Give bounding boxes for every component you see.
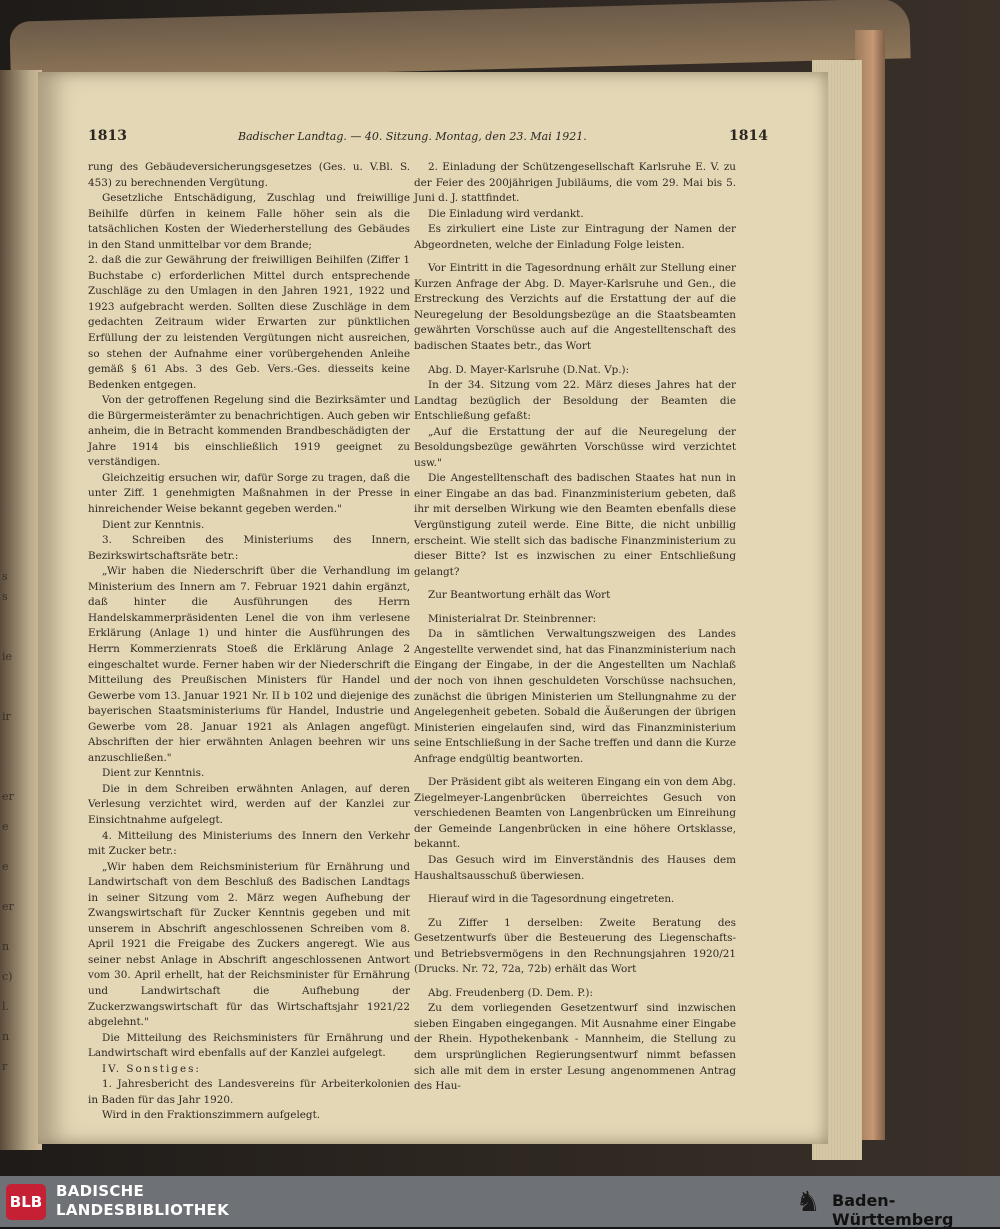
margin-fragment: s bbox=[2, 570, 8, 583]
paragraph: Der Präsident gibt als weiteren Eingang ein von dem Abg. Ziegelmeyer-Langenbrücken überreichtes Gesuch von verschiedenen Beamten von Langenbrücken um Einreihung der Gemeinde Langenbrücken in eine höhere Ortsklasse, bekannt. bbox=[414, 776, 736, 851]
paragraph: Zu dem vorliegenden Gesetzentwurf sind inzwischen sieben Eingaben eingegangen. Mit Ausnahme einer Eingabe der Rhein. Hypothekenbank - Mannheim, die Stellung zu dem ursprünglichen Regierungsentwurf nimmt befassen sich alle mit dem in erster Lesung angenommenen Antrag des Hau- bbox=[414, 1002, 736, 1093]
margin-fragment: ir bbox=[2, 710, 11, 723]
page-number-right: 1814 bbox=[729, 128, 768, 144]
speaker-line: Abg. Freudenberg (D. Dem. P.): bbox=[428, 986, 593, 999]
blb-logo[interactable]: BLB bbox=[6, 1184, 46, 1220]
margin-fragment: er bbox=[2, 790, 14, 803]
speaker-line: Abg. D. Mayer-Karlsruhe (D.Nat. Vp.): bbox=[428, 363, 630, 376]
paragraph: 3. Schreiben des Ministeriums des Innern, Bezirkswirtschaftsräte betr.: bbox=[88, 534, 410, 562]
margin-fragment: s bbox=[2, 590, 8, 603]
paragraph: Da in sämtlichen Verwaltungszweigen des Landes Angestellte verwendet sind, hat das Finanzministerium nach Eingang der Eingabe, in der die Angestellten um Nachlaß der noch von ihnen geschuldeten Vorschüsse nachsuchen, zunächst die übrigen Ministerien um Stellungnahme zu der Angelegenheit gebeten. Sobald die Äußerungen der übrigen Ministerien eingelaufen sind, wird das Finanzministerium seine Entschließung in der Sache treffen und dann die Kurze Anfrage endgültig beantworten. bbox=[414, 628, 736, 765]
state-label[interactable]: Baden-Württemberg bbox=[832, 1191, 954, 1229]
paragraph: Vor Eintritt in die Tagesordnung erhält zur Stellung einer Kurzen Anfrage der Abg. D. Mayer-Karlsruhe und Gen., die Erstreckung des Verzichts auf die Erstattung der auf die Neuregelung der Besoldungsbezüge an die Staatsbeamten gewährten Vorschüsse auch auf die Angestelltenschaft des badischen Staates betr., das Wort bbox=[414, 262, 736, 353]
page-number-left: 1813 bbox=[88, 128, 127, 144]
speaker-line: Ministerialrat Dr. Steinbrenner: bbox=[428, 612, 597, 625]
paragraph: „Wir haben die Niederschrift über die Verhandlung im Ministerium des Innern am 7. Februar 1921 dahin ergänzt, daß hinter die Ausführungen des Herrn Handelskammerpräsidenten Lenel die von ihm verlesene Erklärung (Anlage 1) und hinter die Ausführungen des Herrn Kommerzienrats Stoeß die Erklärung Anlage 2 eingeschaltet wurde. Ferner haben wir der Niederschrift die Mitteilung des Preußischen Ministers für Handel und Gewerbe vom 13. Januar 1921 Nr. II b 102 und diejenige des bayerischen Staatsministeriums für Handel, Industrie und Gewerbe vom 28. Januar 1921 als Anlagen angefügt. Abschriften der hier erwähnten Anlagen beehren wir uns anzuschließen." bbox=[88, 565, 410, 764]
margin-fragment: c) bbox=[2, 970, 13, 983]
margin-fragment: l. bbox=[2, 1000, 10, 1013]
margin-fragment: e bbox=[2, 820, 9, 833]
footer-bar bbox=[0, 1176, 1000, 1227]
paragraph: Gleichzeitig ersuchen wir, dafür Sorge zu tragen, daß die unter Ziff. 1 genehmigten Maßnahmen in der Presse in hinreichender Weise bekannt gegeben werden." bbox=[88, 471, 410, 516]
left-column bbox=[88, 160, 410, 1124]
paragraph: rung des Gebäudeversicherungsgesetzes (Ges. u. V.Bl. S. 453) zu berechnenden Vergütung. bbox=[88, 161, 410, 189]
paragraph: Dient zur Kenntnis. bbox=[102, 518, 205, 531]
paragraph: Die in dem Schreiben erwähnten Anlagen, auf deren Verlesung verzichtet wird, werden auf der Kanzlei zur Einsichtnahme aufgelegt. bbox=[88, 782, 410, 826]
paragraph: Von der getroffenen Regelung sind die Bezirksämter und die Bürgermeisterämter zu benachrichtigen. Auch geben wir anheim, die in Betracht kommenden Brandbeschädigten der Jahre 1914 bis einschließlich 1919 geeignet zu verständigen. bbox=[88, 394, 410, 469]
paragraph: Das Gesuch wird im Einverständnis des Hauses dem Haushaltsausschuß überwiesen. bbox=[414, 853, 736, 882]
margin-fragment: e bbox=[2, 860, 9, 873]
margin-fragment: n bbox=[2, 1030, 10, 1043]
running-head: Badischer Landtag. — 40. Sitzung. Montag, den 23. Mai 1921. bbox=[238, 130, 587, 143]
paragraph: Hierauf wird in die Tagesordnung eingetreten. bbox=[428, 893, 675, 906]
page-header bbox=[78, 128, 778, 148]
library-name-line1: BADISCHE bbox=[56, 1182, 145, 1200]
paragraph: Zur Beantwortung erhält das Wort bbox=[428, 589, 611, 602]
margin-fragment: r bbox=[2, 1060, 8, 1073]
paragraph: 2. daß die zur Gewährung der freiwilligen Beihilfen (Ziffer 1 Buchstabe c) erforderlichen Mittel durch entsprechende Zuschläge zu den Umlagen in den Jahren 1921, 1922 und 1923 aufgebracht werden. Sollten diese Zuschläge in dem gedachten Zeitraum wider Erwarten zur pünktlichen Erfüllung der zu leistenden Vergütungen nicht ausreichen, so stehen der Aufnahme einer vorübergehenden Anleihe gemäß § 61 Abs. 3 des Geb. Vers.-Ges. diesseits keine Bedenken entgegen. bbox=[88, 254, 410, 391]
paragraph: Gesetzliche Entschädigung, Zuschlag und freiwillige Beihilfe dürfen in keinem Falle höher sein als die tatsächlichen Kosten der Wiederherstellung des Gebäudes in den Stand unmittelbar vor dem Brande; bbox=[88, 192, 410, 251]
margin-fragment: n bbox=[2, 940, 10, 953]
section-heading: IV. Sonstiges: bbox=[102, 1062, 201, 1075]
right-column bbox=[414, 160, 736, 1095]
margin-fragment: er bbox=[2, 900, 14, 913]
book-top-edge bbox=[9, 0, 910, 82]
paragraph: In der 34. Sitzung vom 22. März dieses Jahres hat der Landtag bezüglich der Besoldung der Beamten die Entschließung gefaßt: bbox=[414, 379, 736, 423]
library-name[interactable] bbox=[56, 1182, 229, 1220]
paragraph: Dient zur Kenntnis. bbox=[102, 767, 205, 780]
paragraph: 1. Jahresbericht des Landesvereins für Arbeiterkolonien in Baden für das Jahr 1920. bbox=[88, 1078, 410, 1106]
left-page-edge bbox=[0, 70, 42, 1150]
paragraph: Es zirkuliert eine Liste zur Eintragung der Namen der Abgeordneten, welche der Einladung Folge leisten. bbox=[414, 223, 736, 251]
coat-of-arms-icon: ♞ bbox=[795, 1185, 821, 1218]
document-page bbox=[38, 72, 828, 1144]
paragraph: „Wir haben dem Reichsministerium für Ernährung und Landwirtschaft von dem Beschluß des Badischen Landtags in seiner Sitzung vom 2. März wegen Aufhebung der Zwangswirtschaft für Zucker Kenntnis gegeben und mit unserem in Abschrift angeschlossenen Schreiben vom 8. April 1921 die Freigabe des Zuckers angeregt. Wie aus seiner nebst Anlage in Abschrift angeschlossenen Antwort vom 30. April erhellt, hat der Reichsminister für Ernährung und Landwirtschaft die Aufhebung der Zuckerzwangswirtschaft für das Wirtschaftsjahr 1921/22 abgelehnt." bbox=[88, 860, 410, 1029]
paragraph: Die Mitteilung des Reichsministers für Ernährung und Landwirtschaft wird ebenfalls auf der Kanzlei aufgelegt. bbox=[88, 1031, 410, 1060]
quotation: „Auf die Erstattung der auf die Neuregelung der Besoldungsbezüge gewährten Vorschüsse wird verzichtet usw." bbox=[414, 425, 736, 469]
paragraph: 2. Einladung der Schützengesellschaft Karlsruhe E. V. zu der Feier des 200jährigen Jubiläums, die vom 29. Mai bis 5. Juni d. J. stattfindet. bbox=[414, 161, 736, 205]
margin-fragment: ie bbox=[2, 650, 13, 663]
paragraph: Die Angestelltenschaft des badischen Staates hat nun in einer Eingabe an das bad. Finanzministerium gebeten, daß ihr mit derselben Wirkung wie den Beamten ebenfalls diese Vergünstigung zuteil werde. Eine Bitte, die nicht unbillig erscheint. Wie stellt sich das badische Finanzministerium zu dieser Bitte? Ist es inzwischen zu einer Entschließung gelangt? bbox=[414, 472, 736, 578]
paragraph: 4. Mitteilung des Ministeriums des Innern den Verkehr mit Zucker betr.: bbox=[88, 829, 410, 858]
paragraph: Wird in den Fraktionszimmern aufgelegt. bbox=[102, 1109, 321, 1122]
library-name-line2: LANDESBIBLIOTHEK bbox=[56, 1201, 230, 1219]
paragraph: Die Einladung wird verdankt. bbox=[428, 207, 584, 220]
paragraph: Zu Ziffer 1 derselben: Zweite Beratung des Gesetzentwurfs über die Besteuerung des Liegenschafts- und Betriebsvermögens in den Rechnungsjahren 1920/21 (Drucks. Nr. 72, 72a, 72b) erhält das Wort bbox=[414, 916, 736, 976]
